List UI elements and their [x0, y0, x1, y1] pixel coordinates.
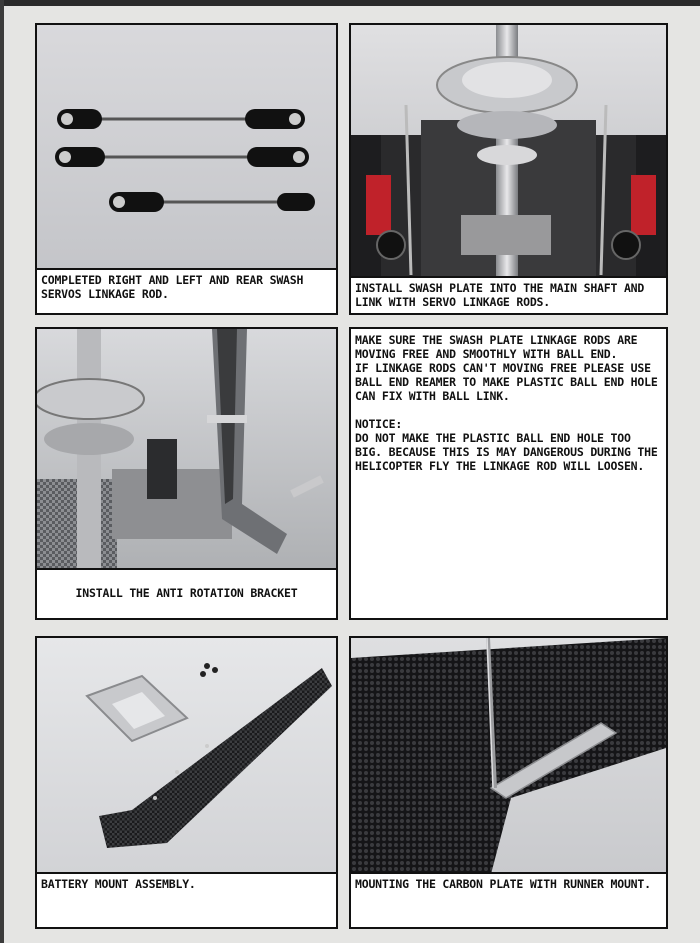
notice-heading: NOTICE: [355, 417, 403, 431]
swash-plate-caption-box [351, 276, 666, 313]
notice-text: DO NOT MAKE THE PLASTIC BALL END HOLE TOO BIG. BECAUSE THIS IS MAY DANGEROUS DURING THE HELICOPTER FLY THE LINKAGE ROD WILL LOOSEN. [355, 431, 658, 473]
panel-battery-mount [35, 636, 338, 929]
notes-paragraph-2: IF LINKAGE RODS CAN'T MOVING FREE PLEASE USE BALL END REAMER TO MAKE PLASTIC BALL END HOLE CAN FIX WITH BALL LINK. [355, 361, 658, 403]
anti-rotation-caption: INSTALL THE ANTI ROTATION BRACKET [75, 586, 298, 600]
swash-plate-caption: INSTALL SWASH PLATE INTO THE MAIN SHAFT AND LINK WITH SERVO LINKAGE RODS. [355, 281, 645, 309]
notes-paragraph-1: MAKE SURE THE SWASH PLATE LINKAGE RODS ARE MOVING FREE AND SMOOTHLY WITH BALL END. [355, 333, 638, 361]
panel-notes [349, 327, 668, 620]
battery-mount-photo [37, 638, 336, 874]
anti-rotation-caption-box [37, 568, 336, 618]
swash-plate-photo [351, 25, 666, 278]
battery-mount-caption: BATTERY MOUNT ASSEMBLY. [41, 877, 196, 891]
panel-swash-plate [349, 23, 668, 315]
carbon-plate-caption: MOUNTING THE CARBON PLATE WITH RUNNER MOUNT. [355, 877, 651, 891]
linkage-rods-photo [37, 25, 336, 270]
page-top-edge [0, 0, 700, 6]
carbon-plate-caption-box [351, 872, 666, 927]
linkage-rods-caption-box [37, 268, 336, 313]
linkage-rods-caption: COMPLETED RIGHT AND LEFT AND REAR SWASH SERVOS LINKAGE ROD. [41, 273, 304, 301]
panel-carbon-plate [349, 636, 668, 929]
panel-linkage-rods [35, 23, 338, 315]
notes-text-block [351, 329, 666, 473]
page-left-edge [0, 0, 4, 943]
notes-spacer [355, 403, 662, 417]
panel-anti-rotation [35, 327, 338, 620]
anti-rotation-photo [37, 329, 336, 572]
carbon-plate-photo [351, 638, 666, 874]
battery-mount-caption-box [37, 872, 336, 927]
